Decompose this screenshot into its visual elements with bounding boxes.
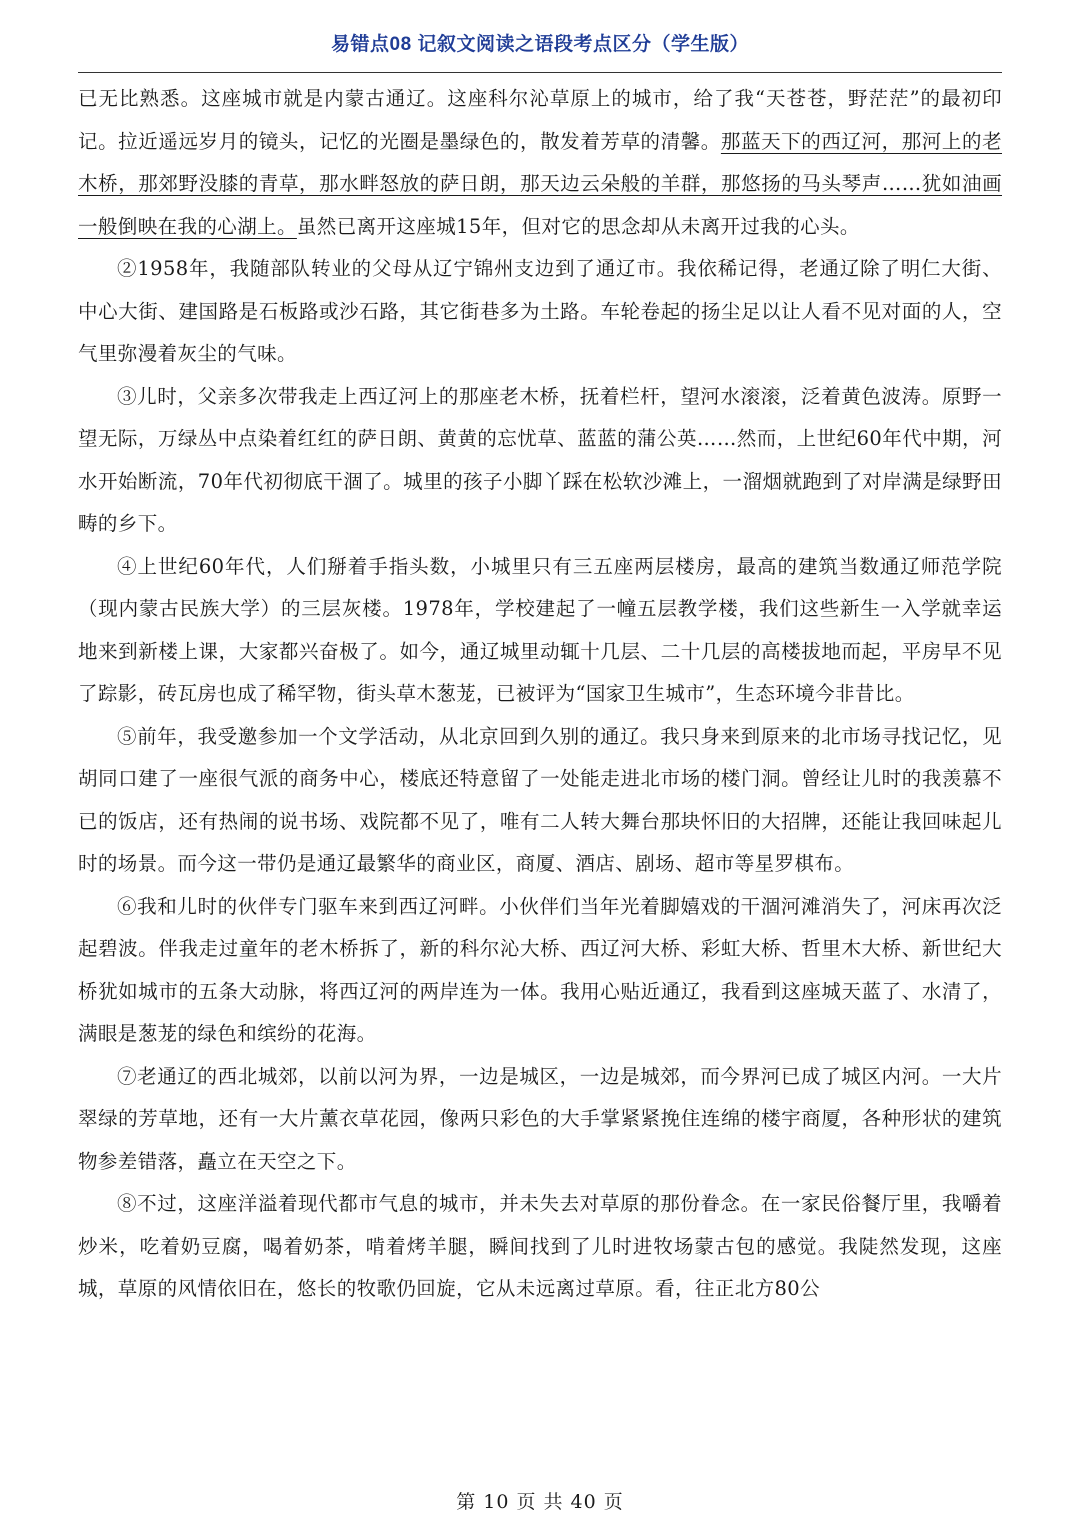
- paragraph: [78, 1183, 1002, 1311]
- page-footer: 第 10 页 共 40 页: [456, 1491, 624, 1513]
- paragraph: [78, 248, 1002, 376]
- paragraph: [78, 376, 1002, 546]
- paragraph-text: ②1958年，我随部队转业的父母从辽宁锦州支边到了通辽市。我依稀记得，老通辽除了明仁大街、中心大街、建国路是石板路或沙石路，其它街巷多为土路。车轮卷起的扬尘足以让人看不见对面的人，空气里弥漫着灰尘的气味。: [78, 257, 1002, 365]
- paragraph-text: ③儿时，父亲多次带我走上西辽河上的那座老木桥，抚着栏杆，望河水滚滚，泛着黄色波涛。原野一望无际，万绿丛中点染着红红的萨日朗、黄黄的忘忧草、蓝蓝的蒲公英……然而，上世纪60年代中期，河水开始断流，70年代初彻底干涸了。城里的孩子小脚丫踩在松软沙滩上，一溜烟就跑到了对岸满是绿野田畴的乡下。: [78, 384, 1002, 535]
- underlined-sentence: 那蓝天下的西辽河，那河上的老木桥，那郊野没膝的青草，那水畔怒放的萨日朗，那天边云朵般的羊群，那悠扬的马头琴声……犹如油画一般倒映在我的心湖上。: [78, 129, 1002, 238]
- paragraph-text: ⑤前年，我受邀参加一个文学活动，从北京回到久别的通辽。我只身来到原来的北市场寻找记忆，见胡同口建了一座很气派的商务中心，楼底还特意留了一处能走进北市场的楼门洞。曾经让儿时的我羡慕不已的饭店，还有热闹的说书场、戏院都不见了，唯有二人转大舞台那块怀旧的大招牌，还能让我回味起儿时的场景。而今这一带仍是通辽最繁华的商业区，商厦、酒店、剧场、超市等星罗棋布。: [78, 724, 1002, 875]
- paragraph-text: ④上世纪60年代，人们掰着手指头数，小城里只有三五座两层楼房，最高的建筑当数通辽师范学院（现内蒙古民族大学）的三层灰楼。1978年，学校建起了一幢五层教学楼，我们这些新生一入学就幸运地来到新楼上课，大家都兴奋极了。如今，通辽城里动辄十几层、二十几层的高楼拔地而起，平房早不见了踪影，砖瓦房也成了稀罕物，街头草木葱茏，已被评为“国家卫生城市”，生态环境今非昔比。: [78, 554, 1002, 705]
- paragraph: [78, 546, 1002, 716]
- article-body: [78, 78, 1002, 1311]
- paragraph-text: 已无比熟悉。这座城市就是内蒙古通辽。这座科尔沁草原上的城市，给了我“天苍苍，野茫茫”的最初印记。拉近遥远岁月的镜头，记忆的光圈是墨绿色的，散发着芳草的清馨。: [78, 87, 1002, 153]
- paragraph-text: ⑥我和儿时的伙伴专门驱车来到西辽河畔。小伙伴们当年光着脚嬉戏的干涸河滩消失了，河床再次泛起碧波。伴我走过童年的老木桥拆了，新的科尔沁大桥、西辽河大桥、彩虹大桥、哲里木大桥、新世纪大桥犹如城市的五条大动脉，将西辽河的两岸连为一体。我用心贴近通辽，我看到这座城天蓝了、水清了，满眼是葱茏的绿色和缤纷的花海。: [78, 894, 1002, 1045]
- paragraph: [78, 78, 1002, 248]
- page-header: [78, 30, 1002, 73]
- header-title: 易错点08 记叙文阅读之语段考点区分（学生版）: [331, 34, 749, 55]
- paragraph: [78, 886, 1002, 1056]
- paragraph: [78, 716, 1002, 886]
- paragraph-text: ⑦老通辽的西北城郊，以前以河为界，一边是城区，一边是城郊，而今界河已成了城区内河。一大片翠绿的芳草地，还有一大片薰衣草花园，像两只彩色的大手掌紧紧挽住连绵的楼宇商厦，各种形状的建筑物参差错落，矗立在天空之下。: [78, 1064, 1002, 1173]
- paragraph-text: 虽然已离开这座城15年，但对它的思念却从未离开过我的心头。: [296, 214, 860, 238]
- paragraph: [78, 1056, 1002, 1184]
- paragraph-text: ⑧不过，这座洋溢着现代都市气息的城市，并未失去对草原的那份眷念。在一家民俗餐厅里，我嚼着炒米，吃着奶豆腐，喝着奶茶，啃着烤羊腿，瞬间找到了儿时进牧场蒙古包的感觉。我陡然发现，这座城，草原的风情依旧在，悠长的牧歌仍回旋，它从未远离过草原。看，往正北方80公: [78, 1192, 1002, 1300]
